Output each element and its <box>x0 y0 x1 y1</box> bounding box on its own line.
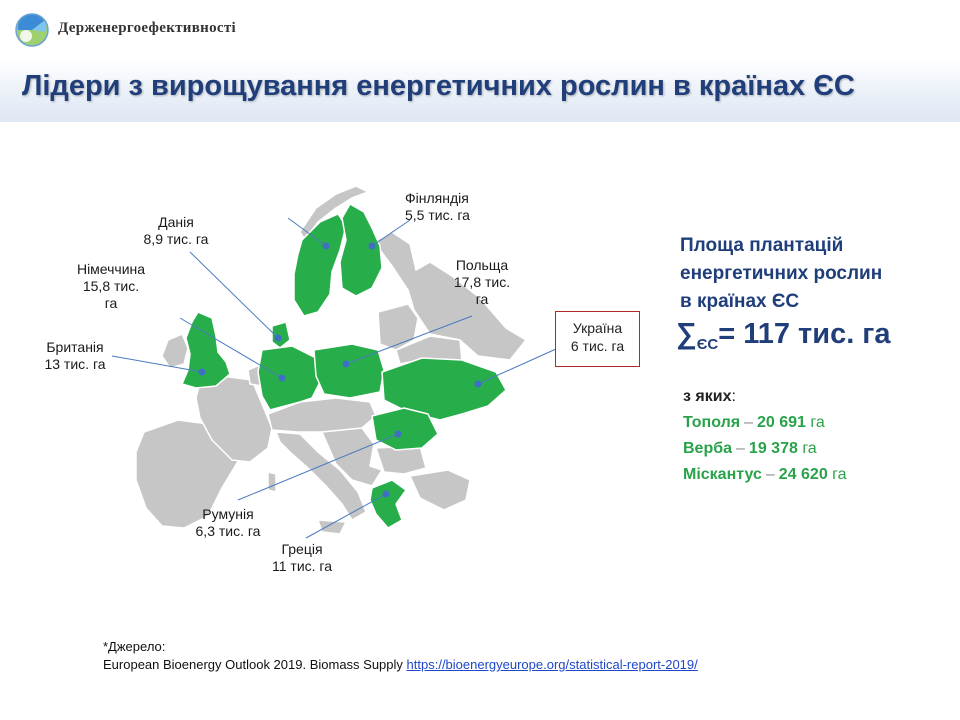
source-link[interactable]: https://bioenergyeurope.org/statistical-report-2019/ <box>406 657 698 672</box>
label-finland <box>405 190 470 224</box>
label-denmark-value: 8,9 тис. га <box>143 231 209 247</box>
summary-line3: в країнах ЄС <box>680 291 800 312</box>
crop-row <box>683 466 847 484</box>
label-germany-name: Німеччина <box>76 261 146 277</box>
organization-name: Держенергоефективності <box>58 20 236 36</box>
crop-unit: га <box>802 440 817 457</box>
label-finland-name: Фінляндія <box>405 190 469 206</box>
sum-subscript: ЄС <box>696 336 719 353</box>
crop-value: 24 620 <box>778 466 828 483</box>
label-denmark <box>130 214 222 248</box>
label-ukraine-value: 6 тис. га <box>570 338 625 354</box>
label-poland <box>440 257 524 308</box>
crop-dash: – <box>765 466 775 483</box>
summary-heading <box>680 232 882 316</box>
country-poland <box>314 344 384 398</box>
crop-row <box>683 414 825 432</box>
summary-total <box>676 318 891 351</box>
crop-unit: га <box>810 414 825 431</box>
summary-line2: енергетичних рослин <box>680 263 883 284</box>
label-finland-value: 5,5 тис. га <box>405 207 470 223</box>
label-britain-value: 13 тис. га <box>44 356 106 372</box>
page-title: Лідери з вирощування енергетичних рослин в країнах ЄС <box>22 70 855 102</box>
label-britain <box>34 339 116 373</box>
summary-line1: Площа плантацій <box>680 235 844 256</box>
source-line <box>103 656 698 674</box>
label-greece-value: 11 тис. га <box>271 558 333 574</box>
label-germany-value2: га <box>104 295 118 311</box>
crop-dash: – <box>736 440 745 457</box>
crop-dash: – <box>744 414 753 431</box>
source-label: *Джерело: <box>103 639 166 654</box>
source-note <box>103 638 698 674</box>
crop-value: 19 378 <box>748 440 798 457</box>
source-text: European Bioenergy Outlook 2019. Biomass Supply <box>103 657 407 672</box>
of-which-text: з яких <box>683 388 732 405</box>
crop-row <box>683 440 817 458</box>
sum-value: = 117 тис. га <box>718 318 891 350</box>
crop-value: 20 691 <box>756 414 806 431</box>
country-romania <box>372 408 438 450</box>
of-which-label <box>683 388 736 406</box>
label-poland-value1: 17,8 тис. <box>453 274 511 290</box>
label-germany <box>62 261 160 312</box>
crop-name: Тополя <box>683 414 741 431</box>
label-ukraine-name: Україна <box>572 320 623 336</box>
sum-symbol: ∑ <box>676 318 697 350</box>
label-poland-name: Польща <box>455 257 509 273</box>
label-denmark-name: Данія <box>158 214 194 230</box>
crop-name: Міскантус <box>683 466 762 483</box>
label-romania <box>184 506 272 540</box>
label-greece-name: Греція <box>281 541 323 557</box>
of-which-colon: : <box>731 388 736 405</box>
label-germany-value1: 15,8 тис. <box>82 278 140 294</box>
label-greece <box>262 541 342 575</box>
crop-unit: га <box>832 466 847 483</box>
country-finland <box>340 204 382 296</box>
country-greece <box>370 480 406 528</box>
label-romania-value: 6,3 тис. га <box>195 523 261 539</box>
label-ukraine <box>555 311 640 367</box>
label-britain-name: Британія <box>46 339 104 355</box>
label-romania-name: Румунія <box>202 506 254 522</box>
label-poland-value2: га <box>475 291 489 307</box>
crop-name: Верба <box>683 440 733 457</box>
